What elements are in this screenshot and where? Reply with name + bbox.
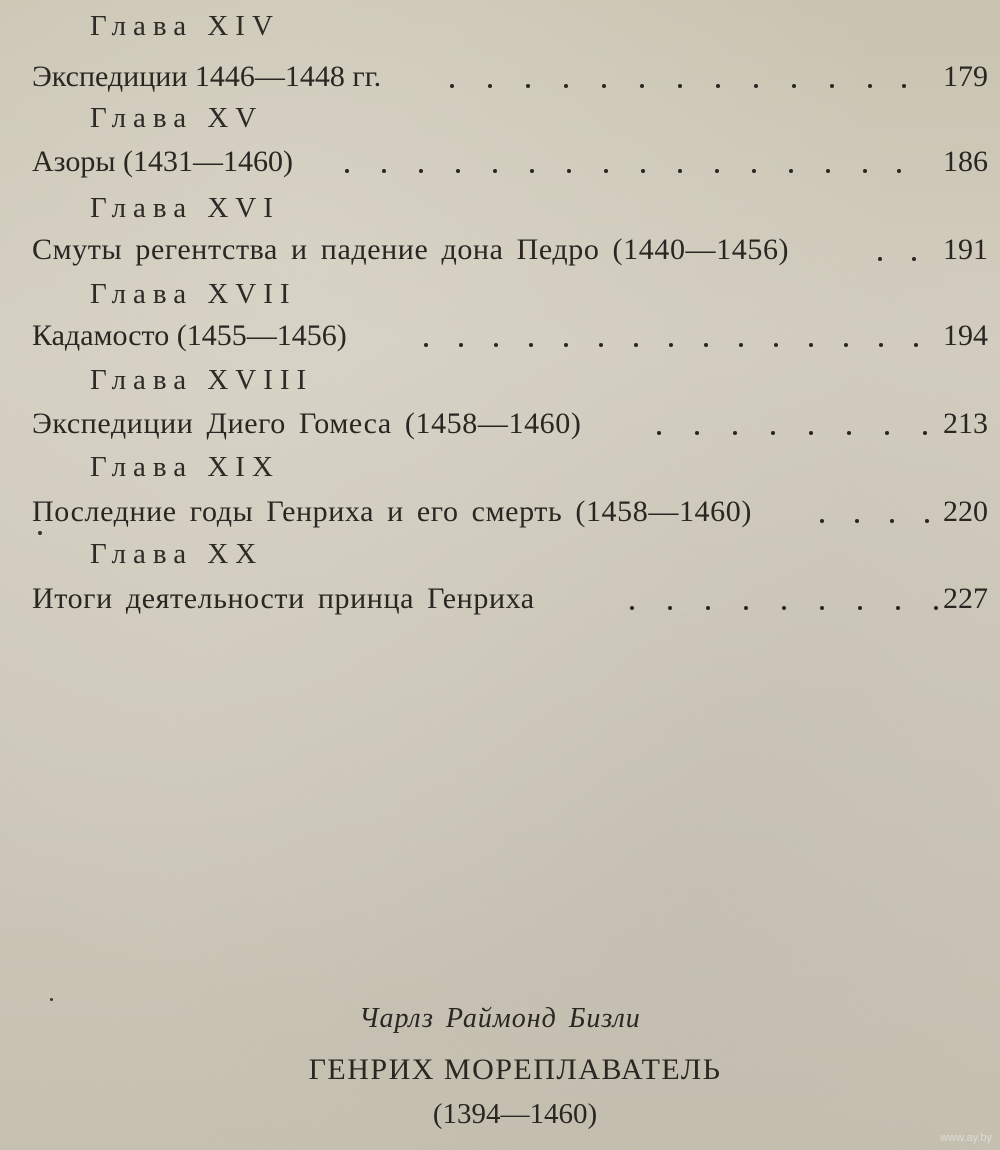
book-author: Чарлз Раймонд Бизли <box>359 1003 641 1034</box>
toc-leader-dots <box>424 321 918 351</box>
toc-entry-title: Экспедиции 1446—1448 гг. <box>32 60 382 93</box>
toc-entry-16[interactable] <box>32 235 988 275</box>
chapter-heading-18: Глава XVIII <box>90 364 314 396</box>
toc-page-number: 213 <box>943 407 988 440</box>
toc-leader-dots <box>820 497 929 527</box>
chapter-heading-20: Глава XX <box>90 538 264 570</box>
book-years: (1394—1460) <box>432 1098 598 1130</box>
toc-page-number: 179 <box>943 60 988 93</box>
toc-entry-title: Азоры (1431—1460) <box>32 145 293 178</box>
toc-entry-17[interactable] <box>32 321 988 361</box>
toc-page-number: 191 <box>943 233 988 266</box>
toc-leader-dots <box>630 584 938 614</box>
toc-page-number: 227 <box>943 582 988 615</box>
toc-entry-14[interactable] <box>32 62 988 102</box>
book-title: ГЕНРИХ МОРЕПЛАВАТЕЛЬ <box>308 1053 722 1086</box>
toc-entry-15[interactable] <box>32 147 988 187</box>
chapter-heading-19: Глава XIX <box>90 451 280 483</box>
chapter-heading-15: Глава XV <box>90 102 264 134</box>
chapter-heading-14: Глава XIV <box>90 10 280 42</box>
toc-page-number: 194 <box>943 319 988 352</box>
toc-entry-18[interactable] <box>32 409 988 449</box>
toc-entry-title: Экспедиции Диего Гомеса (1458—1460) <box>32 407 582 440</box>
stray-ink-mark <box>50 998 53 1001</box>
toc-entry-19[interactable] <box>32 497 988 537</box>
chapter-heading-17: Глава XVII <box>90 278 297 310</box>
toc-leader-dots <box>657 409 927 439</box>
toc-entry-title: Последние годы Генриха и его смерть (1458—1460) <box>32 495 752 528</box>
toc-entry-title: Кадамосто (1455—1456) <box>32 319 347 352</box>
toc-leader-dots <box>450 62 906 92</box>
toc-entry-20[interactable] <box>32 584 988 624</box>
chapter-heading-16: Глава XVI <box>90 192 280 224</box>
site-watermark: www.ay.by <box>940 1132 992 1144</box>
toc-entry-title: Смуты регентства и падение дона Педро (1440—1456) <box>32 233 790 266</box>
stray-ink-mark <box>38 531 42 535</box>
toc-leader-dots <box>345 147 901 177</box>
toc-page-number: 186 <box>943 145 988 178</box>
toc-entry-title: Итоги деятельности принца Генриха <box>32 582 535 615</box>
toc-page-number: 220 <box>943 495 988 528</box>
toc-leader-dots <box>878 235 916 265</box>
